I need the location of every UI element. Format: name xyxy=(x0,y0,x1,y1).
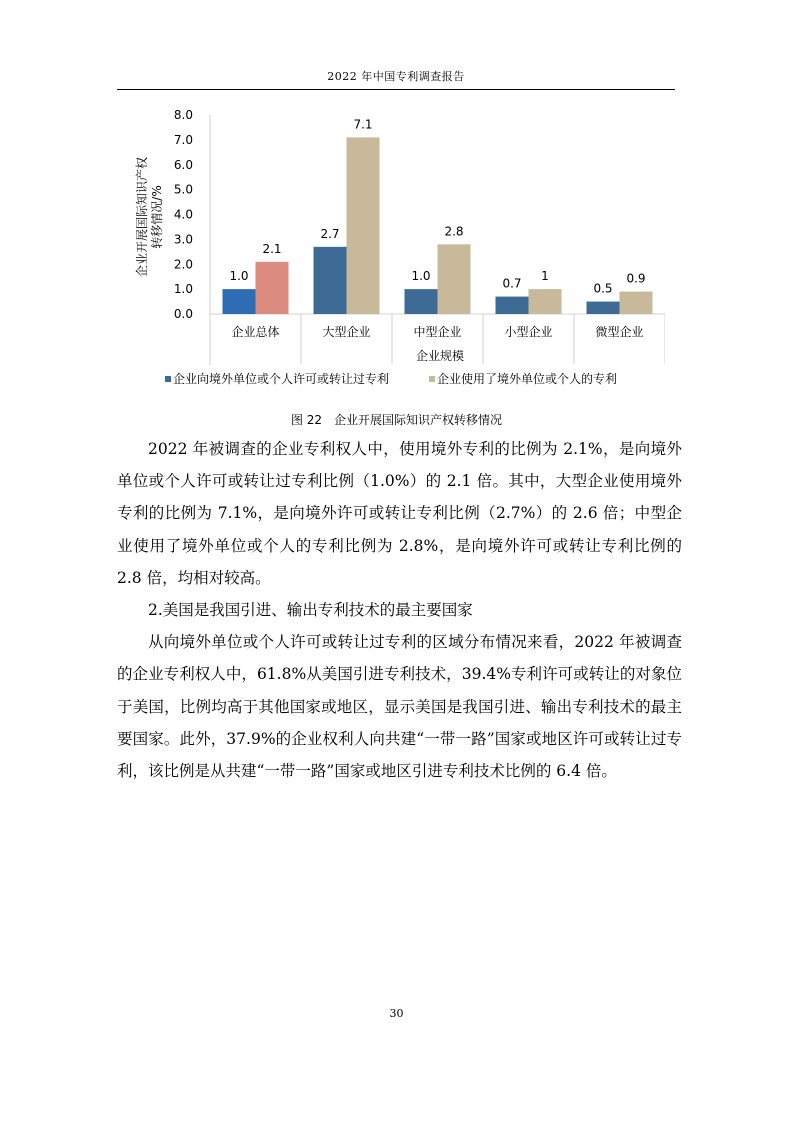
y-axis-title xyxy=(135,157,164,277)
legend-label: 企业使用了境外单位或个人的专利 xyxy=(437,372,618,386)
bar xyxy=(529,289,562,314)
bar-value-label: 2.8 xyxy=(444,224,464,239)
y-tick-label: 2.0 xyxy=(173,257,193,272)
bar xyxy=(620,292,653,314)
y-tick-labels xyxy=(174,108,193,321)
y-axis-title-line1: 企业开展国际知识产权 xyxy=(135,156,149,278)
y-tick-label: 5.0 xyxy=(173,182,193,197)
bar-value-label: 7.1 xyxy=(353,117,373,132)
y-axis-title-line2: 转移情况/% xyxy=(150,185,164,249)
y-tick-label: 8.0 xyxy=(173,108,193,122)
bar-chart xyxy=(135,100,665,395)
page-number: 30 xyxy=(389,1007,404,1020)
bar-value-label: 0.9 xyxy=(626,271,646,286)
category-label: 中型企业 xyxy=(413,325,462,339)
x-axis-title: 企业规模 xyxy=(415,349,465,363)
bar xyxy=(405,289,438,314)
y-tick-label: 4.0 xyxy=(173,207,193,222)
bar xyxy=(314,247,347,314)
bar xyxy=(256,262,289,314)
bar xyxy=(438,244,471,314)
category-label: 微型企业 xyxy=(595,325,644,339)
category-label: 小型企业 xyxy=(504,325,553,339)
bar-value-label: 2.1 xyxy=(262,241,282,256)
y-tick-label: 6.0 xyxy=(173,157,193,172)
bar xyxy=(587,302,620,314)
running-header: 2022 年中国专利调查报告 xyxy=(327,70,465,83)
bar-series xyxy=(223,137,653,314)
bar-value-label: 1.0 xyxy=(411,269,431,284)
y-tick-label: 0.0 xyxy=(173,307,193,321)
category-labels xyxy=(231,324,643,339)
figure-caption: 图 22 企业开展国际知识产权转移情况 xyxy=(290,413,503,427)
bar xyxy=(496,297,529,314)
body-text xyxy=(117,433,682,787)
bar xyxy=(223,289,256,314)
bar-value-label: 2.7 xyxy=(320,226,340,241)
paragraph: 从向境外单位或个人许可或转让过专利的区域分布情况来看，2022 年被调查的企业专利权人中，61.8%从美国引进专利技术，39.4%专利许可或转让的对象位于美国，比例均高于其他国家或地区，显示美国是我国引进、输出专利技术的最主要国家。此外，37.9%的企业权利人向共建“一带一路”国家或地区许可或转让过专利，该比例是从共建“一带一路”国家或地区引进专利技术比例的 6.4 倍。 xyxy=(117,633,682,781)
bar xyxy=(347,137,380,314)
bar-value-label: 0.7 xyxy=(502,276,522,291)
y-tick-label: 7.0 xyxy=(173,132,193,147)
header-rule xyxy=(117,89,675,90)
legend-label: 企业向境外单位或个人许可或转让过专利 xyxy=(173,372,390,386)
category-label: 大型企业 xyxy=(322,325,371,339)
y-tick-label: 3.0 xyxy=(173,232,193,247)
legend-swatch xyxy=(165,376,171,382)
y-tick-label: 1.0 xyxy=(173,282,193,297)
section-heading: 2.美国是我国引进、输出专利技术的最主要国家 xyxy=(148,601,473,620)
bar-value-label: 0.5 xyxy=(593,281,613,296)
paragraph: 2022 年被调查的企业专利权人中，使用境外专利的比例为 2.1%，是向境外单位或个人许可或转让过专利比例（1.0%）的 2.1 倍。其中，大型企业使用境外专利的比例为 7.1%，是向境外许可或转让专利比例（2.7%）的 2.6 倍；中型企业使用了境外单位或个人的专利比例为 2.8%，是向境外许可或转让专利比例的 2.8 倍，均相对较高。 xyxy=(117,440,682,587)
legend-swatch xyxy=(429,376,435,382)
bar-value-label: 1 xyxy=(541,269,549,284)
category-label: 企业总体 xyxy=(231,325,280,339)
bar-value-label: 1.0 xyxy=(229,269,249,284)
legend xyxy=(165,371,617,386)
